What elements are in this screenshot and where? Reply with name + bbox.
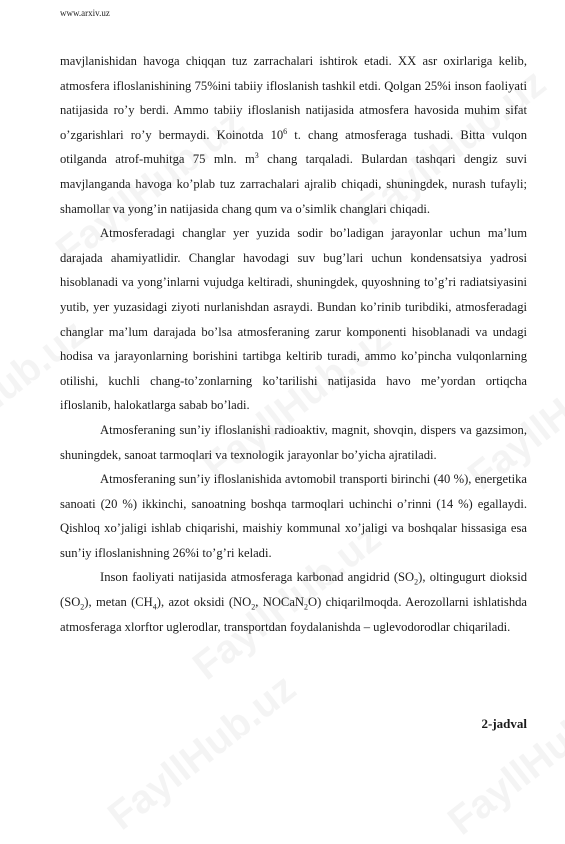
table-label: 2-jadval xyxy=(481,716,527,731)
paragraph-5: Inson faoliyati natijasida atmosferaga karbonad angidrid $(SO_2)$, oltingugurt dioksid $(SO_2)$, metan $(CH_4)$, azot oksidi ($NO_2$, NOCaN$_2$O) chiqarilmoqda. Aerozollarni ishlatishda atmosferaga xlorftor uglerodlar, transportdan foydalanishda – uglevodorodlar chiqariladi. xyxy=(60,570,527,634)
paragraph-1: mavjlanishidan havoga chiqqan tuz zarrachalari ishtirok etadi. XX asr oxirlariga kelib, atmosfera ifloslanishining 75%ini tabiiy ifloslanish tashkil etdi. Qolgan 25%i inson faoliyati natijasida ro’y berdi. Ammo tabiiy ifloslanish natijasida atmosfera havosida muhim sifat o’zgarishlari ro’y bermaydi. Koinotda $10^6$ t. chang atmosferaga tushadi. Bitta vulqon otilganda atrof-muhitga 75 mln. $m^3$ chang tarqaladi. Bulardan tashqari dengiz suvi mavjlanganda havoga ko’plab tuz zarrachalari ajralib chiqadi, shuningdek, nurash tufayli; shamollar va yong’in natijasida chang qum va o’simlik changlari chiqadi. xyxy=(60,54,527,216)
paragraph-4: Atmosferaning sun’iy ifloslanishida avtomobil transporti birinchi (40 %), energetika sanoati (20 %) ikkinchi, sanoatning boshqa tarmoqlari uchinchi o’rinni (14 %) egallaydi. Qishloq xo’jaligi ishlab chiqarishi, maishiy kommunal xo’jaligi va boshqalar hissasiga esa sun’iy ifloslanishning 26%i to’g’ri keladi. xyxy=(60,472,527,560)
paragraph-2: Atmosferadagi changlar yer yuzida sodir bo’ladigan jarayonlar uchun ma’lum darajada ahamiyatlidir. Changlar havodagi suv bug’lari uchun kondensatsiya yadrosi hisoblanadi va yong’inlarni vujudga keltiradi, shuningdek, quyoshning to’g’ri radiatsiyasini yutib, yer yuzasidagi ziyoti nurlanishdan asraydi. Bundan ko’rinib turibdiki, atmosferadagi changlar ma’lum darajada bo’lsa atmosferaning zarur komponenti hisoblanadi va undagi hodisa va jarayonlarning borishini tartibga keltirib turadi, ammo ko’pincha vulqonlarning otilishi, kuchli chang-to’zonlarning ko’tarilishi natijasida havo me’yordan ortiqcha ifloslanib, halokatlarga sabab bo’ladi. xyxy=(60,226,527,413)
site-header[interactable]: www.arxiv.uz xyxy=(60,8,110,18)
paragraph-3: Atmosferaning sun’iy ifloslanishi radioaktiv, magnit, shovqin, dispers va gazsimon, shuningdek, sanoat tarmoqlari va texnologik jarayonlar bo’yicha ajratiladi. xyxy=(60,422,527,462)
document-body xyxy=(60,49,527,639)
watermark xyxy=(440,671,565,844)
watermark xyxy=(100,666,305,840)
